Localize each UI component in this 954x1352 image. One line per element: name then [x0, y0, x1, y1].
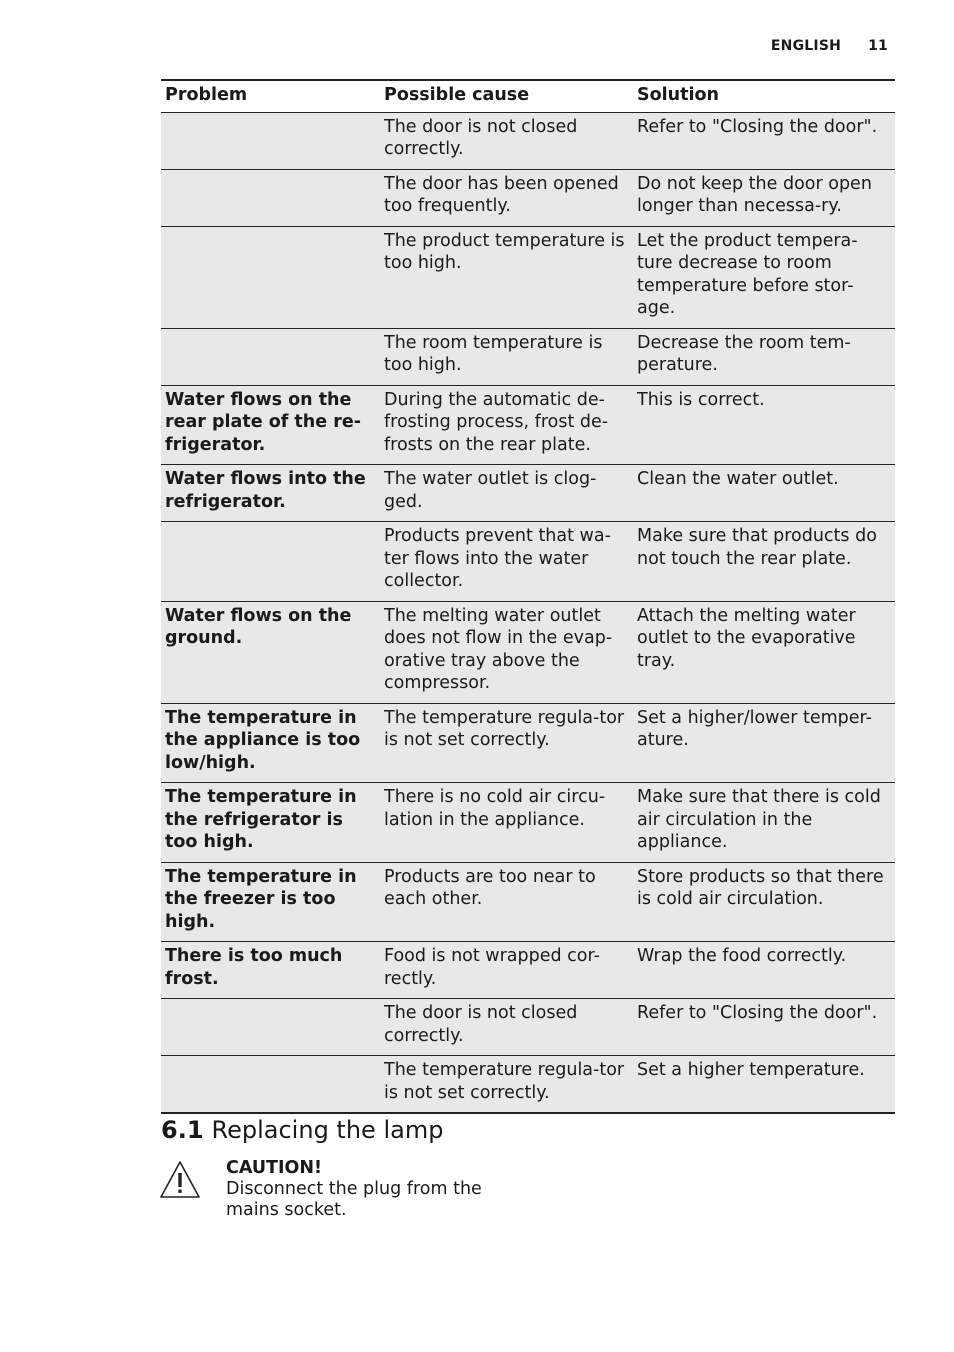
page-header [771, 38, 888, 54]
header-language: ENGLISH [770, 38, 842, 54]
problem-cell: The temperature in the appliance is too low/high. [161, 703, 380, 783]
problem-cell [161, 1056, 380, 1114]
cause-cell: The door is not closed correctly. [380, 112, 633, 169]
solution-cell: Let the product tempera-ture decrease to room temperature before stor-age. [633, 226, 895, 328]
problem-cell [161, 328, 380, 385]
solution-cell: Decrease the room tem-perature. [633, 328, 895, 385]
table-row [161, 465, 895, 522]
problem-cell [161, 169, 380, 226]
solution-cell: Wrap the food correctly. [633, 942, 895, 999]
solution-cell: This is correct. [633, 385, 895, 465]
problem-cell: Water flows into the refrigerator. [161, 465, 380, 522]
solution-cell: Refer to "Closing the door". [633, 999, 895, 1056]
table-row [161, 703, 895, 783]
table-row [161, 1056, 895, 1114]
table-row [161, 783, 895, 863]
table-row [161, 862, 895, 942]
section-title-text: Replacing the lamp [211, 1116, 444, 1144]
cause-cell: During the automatic de-frosting process, frost de-frosts on the rear plate. [380, 385, 633, 465]
problem-cell [161, 112, 380, 169]
cause-cell: Food is not wrapped cor-rectly. [380, 942, 633, 999]
cause-cell: The temperature regula-tor is not set correctly. [380, 703, 633, 783]
cause-cell: Products prevent that wa-ter flows into the water collector. [380, 522, 633, 602]
table-row [161, 226, 895, 328]
cause-cell: The door has been opened too frequently. [380, 169, 633, 226]
problem-cell: There is too much frost. [161, 942, 380, 999]
solution-cell: Refer to "Closing the door". [633, 112, 895, 169]
table-row [161, 328, 895, 385]
table-row [161, 169, 895, 226]
cause-cell: The temperature regula-tor is not set correctly. [380, 1056, 633, 1114]
caution-label: CAUTION! [226, 1158, 323, 1178]
table-row [161, 601, 895, 703]
table-row [161, 522, 895, 602]
section-heading [161, 1116, 443, 1144]
section-number: 6.1 [161, 1116, 204, 1144]
column-header-problem: Problem [161, 80, 380, 112]
solution-cell: Clean the water outlet. [633, 465, 895, 522]
cause-cell: The water outlet is clog-ged. [380, 465, 633, 522]
table-row [161, 999, 895, 1056]
problem-cell: Water flows on the ground. [161, 601, 380, 703]
table-row [161, 942, 895, 999]
solution-cell: Set a higher/lower temper-ature. [633, 703, 895, 783]
problem-cell: The temperature in the freezer is too high. [161, 862, 380, 942]
solution-cell: Make sure that there is cold air circulation in the appliance. [633, 783, 895, 863]
column-header-solution: Solution [633, 80, 895, 112]
table-body [161, 112, 895, 1113]
table-row [161, 385, 895, 465]
cause-cell: The product temperature is too high. [380, 226, 633, 328]
problem-cell [161, 226, 380, 328]
caution-message: Disconnect the plug from the mains socket. [226, 1179, 482, 1220]
troubleshooting-table [161, 79, 895, 1114]
problem-cell [161, 522, 380, 602]
solution-cell: Set a higher temperature. [633, 1056, 895, 1114]
page-number: 11 [868, 38, 888, 54]
solution-cell: Do not keep the door open longer than necessa-ry. [633, 169, 895, 226]
solution-cell: Attach the melting water outlet to the evaporative tray. [633, 601, 895, 703]
cause-cell: The room temperature is too high. [380, 328, 633, 385]
table-row [161, 112, 895, 169]
solution-cell: Make sure that products do not touch the rear plate. [633, 522, 895, 602]
caution-note [226, 1158, 526, 1221]
cause-cell: There is no cold air circu-lation in the appliance. [380, 783, 633, 863]
problem-cell: The temperature in the refrigerator is too high. [161, 783, 380, 863]
problem-cell: Water flows on the rear plate of the re-frigerator. [161, 385, 380, 465]
cause-cell: The door is not closed correctly. [380, 999, 633, 1056]
table-header-row [161, 80, 895, 112]
solution-cell: Store products so that there is cold air circulation. [633, 862, 895, 942]
cause-cell: Products are too near to each other. [380, 862, 633, 942]
warning-triangle-icon [159, 1160, 201, 1200]
cause-cell: The melting water outlet does not flow in the evap-orative tray above the compressor. [380, 601, 633, 703]
problem-cell [161, 999, 380, 1056]
column-header-cause: Possible cause [380, 80, 633, 112]
